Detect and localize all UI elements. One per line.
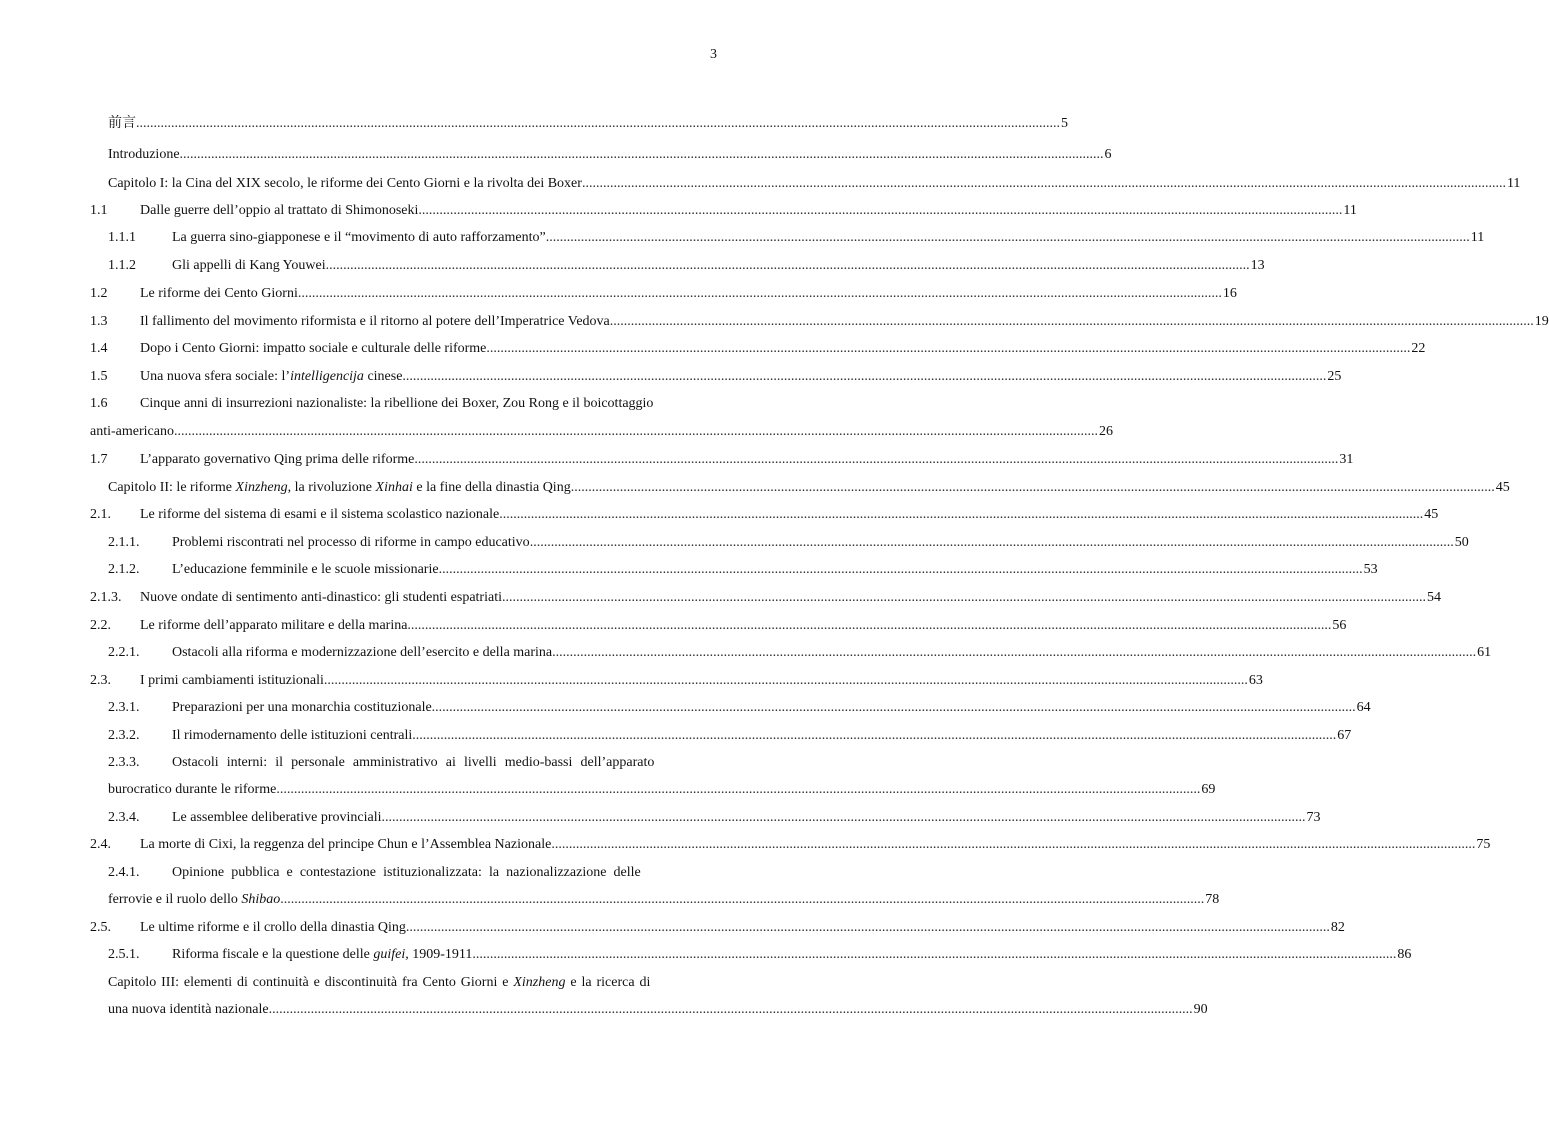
toc-number: 2.4.1. (108, 865, 140, 880)
leader-dots (610, 308, 1534, 336)
toc-number: 2.3.1. (108, 700, 140, 715)
leader-dots (530, 529, 1454, 557)
toc-page: 11 (1343, 203, 1357, 218)
toc-title-line-1: Capitolo III: elementi di continuità e discontinuità fra Cento Giorni e Xinzheng e la ricerca di (108, 975, 651, 990)
toc-page: 22 (1411, 341, 1426, 356)
toc-entry-1-1[interactable] (90, 197, 1357, 225)
toc-title: Le ultime riforme e il crollo della dinastia Qing (140, 920, 406, 935)
page-number: 3 (710, 47, 717, 62)
toc-entry-2-2-1[interactable] (108, 639, 1492, 667)
toc-entry-2-1-1[interactable] (108, 529, 1469, 557)
toc-title: Capitolo II: le riforme Xinzheng, la rivoluzione Xinhai e la fine della dinastia Qing (108, 480, 571, 495)
toc-page: 56 (1332, 618, 1347, 633)
toc-entry-1-3[interactable] (90, 308, 1549, 336)
leader-dots (472, 941, 1396, 969)
toc-page: 67 (1337, 728, 1352, 743)
toc-page: 50 (1454, 535, 1469, 550)
toc-entry-1-1-1[interactable] (108, 224, 1485, 252)
toc-title: Le assemblee deliberative provinciali (172, 810, 382, 825)
toc-title: Le riforme del sistema di esami e il sistema scolastico nazionale (140, 507, 500, 522)
toc-number: 2.2.1. (108, 645, 140, 660)
toc-title: Introduzione (108, 147, 180, 162)
toc-number: 2.2. (90, 618, 111, 633)
toc-entry-1-7[interactable] (90, 446, 1354, 474)
leader-dots (326, 252, 1250, 280)
toc-page: 31 (1339, 452, 1354, 467)
toc-page: 54 (1426, 590, 1441, 605)
leader-dots (502, 584, 1426, 612)
leader-dots (382, 804, 1306, 832)
toc-number: 1.2 (90, 286, 108, 301)
leader-dots (174, 418, 1098, 446)
toc-number: 2.3.2. (108, 728, 140, 743)
toc-entry-preface[interactable] (108, 110, 1068, 138)
toc-entry-2-3-3-cont[interactable] (108, 776, 1216, 804)
toc-entry-2-4[interactable] (90, 831, 1491, 859)
toc-entry-2-1-3[interactable] (90, 584, 1441, 612)
toc-number: 2.3.4. (108, 810, 140, 825)
leader-dots (276, 776, 1200, 804)
toc-entry-1-2[interactable] (90, 280, 1237, 308)
toc-number: 2.4. (90, 837, 111, 852)
toc-title: La guerra sino-giapponese e il “movimento di auto rafforzamento” (172, 230, 546, 245)
toc-entry-1-4[interactable] (90, 335, 1426, 363)
toc-page: 75 (1476, 837, 1491, 852)
toc-title: Una nuova sfera sociale: l’intelligencija cinese (140, 369, 403, 384)
toc-page: 11 (1506, 176, 1521, 191)
leader-dots (439, 556, 1363, 584)
toc-number: 1.1.2 (108, 258, 136, 273)
toc-entry-1-1-2[interactable] (108, 252, 1265, 280)
leader-dots (486, 335, 1410, 363)
toc-number: 1.1 (90, 203, 108, 218)
toc-title: L’apparato governativo Qing prima delle riforme (140, 452, 415, 467)
leader-dots (551, 831, 1475, 859)
leader-dots (298, 280, 1222, 308)
toc-page: 6 (1104, 147, 1112, 162)
toc-page: 78 (1205, 892, 1220, 907)
toc-title: Dopo i Cento Giorni: impatto sociale e culturale delle riforme (140, 341, 487, 356)
toc-number: 2.1.3. (90, 590, 122, 605)
leader-dots (418, 197, 1342, 225)
leader-dots (414, 446, 1338, 474)
toc-number: 2.1.2. (108, 562, 140, 577)
leader-dots (582, 170, 1506, 198)
leader-dots (552, 639, 1476, 667)
toc-title: La morte di Cixi, la reggenza del principe Chun e l’Assemblea Nazionale (140, 837, 552, 852)
toc-title-line-2: ferrovie e il ruolo dello Shibao (108, 892, 281, 907)
toc-entry-1-6-cont[interactable] (90, 418, 1113, 446)
leader-dots (280, 886, 1204, 914)
toc-entry-1-6[interactable] (90, 390, 717, 418)
toc-title: Le riforme dell’apparato militare e della marina (140, 618, 408, 633)
leader-dots (406, 914, 1330, 942)
toc-title-line-1: Opinione pubblica e contestazione istituzionalizzata: la nazionalizzazione delle (172, 865, 641, 880)
toc-page: 16 (1222, 286, 1237, 301)
toc-entry-chapter-3-cont[interactable] (108, 996, 1208, 1024)
toc-entry-chapter-1[interactable] (108, 170, 1521, 198)
toc-title-line-1: Cinque anni di insurrezioni nazionaliste: la ribellione dei Boxer, Zou Rong e il boicottaggio (140, 396, 654, 411)
toc-title: I primi cambiamenti istituzionali (140, 673, 324, 688)
toc-entry-2-3-2[interactable] (108, 722, 1352, 750)
toc-page: 86 (1397, 947, 1412, 962)
toc-number: 1.5 (90, 369, 108, 384)
toc-entry-2-3-1[interactable] (108, 694, 1371, 722)
toc-page: 53 (1363, 562, 1378, 577)
toc-number: 1.6 (90, 396, 108, 411)
toc-title: Gli appelli di Kang Youwei (172, 258, 326, 273)
toc-page: 45 (1424, 507, 1439, 522)
leader-dots (136, 110, 1060, 138)
leader-dots (324, 667, 1248, 695)
leader-dots (499, 501, 1423, 529)
toc-number: 2.1. (90, 507, 111, 522)
toc-entry-2-1-2[interactable] (108, 556, 1378, 584)
toc-page: 90 (1193, 1002, 1208, 1017)
toc-title: 前言 (108, 116, 136, 131)
toc-page: 25 (1327, 369, 1342, 384)
leader-dots (407, 612, 1331, 640)
toc-entry-2-4-1[interactable] (108, 859, 717, 887)
toc-entry-introduction[interactable] (108, 141, 1112, 169)
leader-dots (180, 141, 1104, 169)
toc-page: 5 (1061, 116, 1068, 131)
toc-title-line-2: burocratico durante le riforme (108, 782, 277, 797)
toc-title: Capitolo I: la Cina del XIX secolo, le riforme dei Cento Giorni e la rivolta dei Boxer (108, 176, 582, 191)
toc-entry-2-5[interactable] (90, 914, 1345, 942)
toc-number: 1.4 (90, 341, 108, 356)
toc-number: 2.3.3. (108, 755, 140, 770)
toc-page: 13 (1250, 258, 1265, 273)
toc-page: 26 (1098, 424, 1113, 439)
toc-page: 11 (1470, 230, 1485, 245)
toc-page: 73 (1306, 810, 1321, 825)
toc-title: Preparazioni per una monarchia costituzionale (172, 700, 432, 715)
toc-entry-2-5-1[interactable] (108, 941, 1412, 969)
toc-page: 64 (1356, 700, 1371, 715)
toc-page: 19 (1534, 314, 1549, 329)
toc-page: 63 (1248, 673, 1263, 688)
toc-title: Ostacoli alla riforma e modernizzazione dell’esercito e della marina (172, 645, 553, 660)
toc-title: L’educazione femminile e le scuole missionarie (172, 562, 439, 577)
toc-number: 1.1.1 (108, 230, 136, 245)
toc-title: Problemi riscontrati nel processo di riforme in campo educativo (172, 535, 530, 550)
toc-title: Le riforme dei Cento Giorni (140, 286, 298, 301)
toc-page: 61 (1477, 645, 1492, 660)
toc-title-line-2: una nuova identità nazionale (108, 1002, 269, 1017)
toc-entry-2-3[interactable] (90, 667, 1263, 695)
toc-number: 2.5. (90, 920, 111, 935)
toc-title-line-1: Ostacoli interni: il personale amministrativo ai livelli medio-bassi dell’apparato (172, 755, 655, 770)
toc-entry-2-3-3[interactable] (108, 749, 717, 777)
toc-page: 45 (1495, 480, 1510, 495)
leader-dots (571, 474, 1495, 502)
toc-number: 2.5.1. (108, 947, 140, 962)
toc-title: Nuove ondate di sentimento anti-dinastico: gli studenti espatriati (140, 590, 502, 605)
toc-entry-2-3-4[interactable] (108, 804, 1321, 832)
toc-title: Riforma fiscale e la questione delle guifei, 1909-1911 (172, 947, 473, 962)
toc-title: Dalle guerre dell’oppio al trattato di Shimonoseki (140, 203, 419, 218)
leader-dots (412, 722, 1336, 750)
toc-entry-chapter-3[interactable] (108, 969, 717, 997)
toc-number: 1.7 (90, 452, 108, 467)
toc-title-line-2: anti-americano (90, 424, 174, 439)
toc-number: 1.3 (90, 314, 108, 329)
toc-entry-1-5[interactable] (90, 363, 1342, 391)
toc-entry-2-4-1-cont[interactable] (108, 886, 1220, 914)
toc-title: Il rimodernamento delle istituzioni centrali (172, 728, 413, 743)
toc-entry-chapter-2[interactable] (108, 474, 1510, 502)
toc-number: 2.3. (90, 673, 111, 688)
toc-entry-2-1[interactable] (90, 501, 1439, 529)
toc-number: 2.1.1. (108, 535, 140, 550)
leader-dots (269, 996, 1193, 1024)
toc-page: 82 (1330, 920, 1345, 935)
toc-title: Il fallimento del movimento riformista e il ritorno al potere dell’Imperatrice Vedova (140, 314, 610, 329)
toc-entry-2-2[interactable] (90, 612, 1347, 640)
leader-dots (546, 224, 1470, 252)
toc-page: 69 (1201, 782, 1216, 797)
leader-dots (432, 694, 1356, 722)
leader-dots (402, 363, 1326, 391)
